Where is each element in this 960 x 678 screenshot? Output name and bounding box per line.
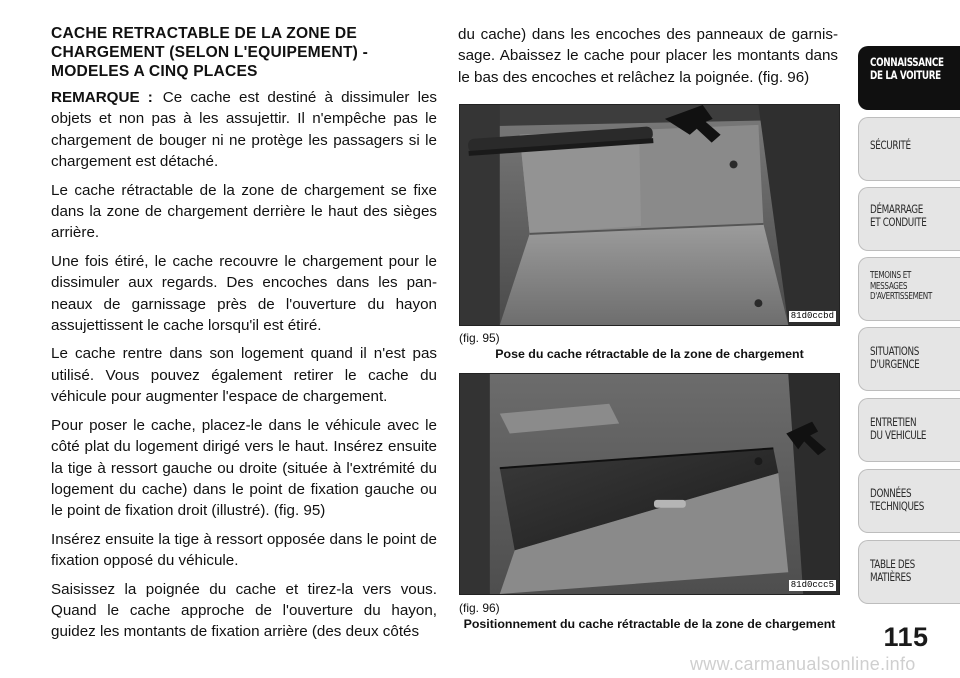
- figure-95-photo: [459, 104, 840, 326]
- paragraph-6: Saisissez la poignée du cache et tirez-la vers vous. Quand le cache approche de l'ouverture du hayon, guidez les montants de fixation arrière (des deux côtés: [51, 580, 437, 641]
- tab-connaissance-de-la-voiture[interactable]: [858, 46, 960, 110]
- tab-line: ENTRETIEN: [870, 415, 917, 429]
- chapter-tabs: [858, 0, 960, 678]
- paragraph-1: Le cache rétractable de la zone de chargement se fixe dans la zone de chargement derrière le haut des sièges arrière.: [51, 181, 437, 242]
- figure-96-caption: Positionnement du cache rétractable de la zone de chargement: [463, 617, 836, 631]
- watermark-url[interactable]: www.carmanualsonline.info: [690, 654, 916, 674]
- right-column: [458, 24, 838, 88]
- paragraph-4: Pour poser le cache, placez-le dans le véhicule avec le côté plat du logement dirigé vers le haut. Insérez ensuite la tige à ressort gauche ou droite (située à l'extrémité du logement du cache) dans le point de fixation gauche ou le point de fixation droit (illustré). (fig. 95): [51, 416, 437, 520]
- figure-96-code: 81d0ccc5: [790, 580, 834, 590]
- remark-paragraph: [51, 87, 437, 173]
- figure-95-caption: Pose du cache rétractable de la zone de chargement: [495, 347, 804, 361]
- tab-line: DONNÉES: [870, 486, 912, 500]
- tab-line: MESSAGES: [870, 280, 908, 292]
- paragraph-3: Le cache rentre dans son logement quand il n'est pas utilisé. Vous pouvez également retirer le cache du véhicule pour augmenter l'espace de chargement.: [51, 345, 437, 406]
- tab-entretien-du-vehicule[interactable]: [858, 398, 960, 462]
- tab-line: ET CONDUITE: [870, 215, 927, 229]
- remark-label: REMARQUE :: [51, 89, 153, 106]
- tab-line: MATIÈRES: [870, 570, 911, 584]
- tab-temoins-et-messages[interactable]: [858, 257, 960, 321]
- right-paragraph-1: du cache) dans les encoches des panneaux de garnissage. Abaissez le cache pour placer les montants dans le bas des encoches et relâchez la poignée. (fig. 96): [458, 26, 838, 86]
- tab-line: D'URGENCE: [870, 357, 920, 371]
- page-number: 115: [883, 622, 929, 652]
- tab-table-des-matieres[interactable]: [858, 540, 960, 604]
- section-heading: CACHE RETRACTABLE DE LA ZONE DE CHARGEMENT (SELON L'EQUIPEMENT) - MODELES A CINQ PLACES: [51, 25, 368, 80]
- tab-securite[interactable]: [858, 117, 960, 181]
- tab-line: D'AVERTISSEMENT: [870, 291, 932, 302]
- tab-line: SITUATIONS: [870, 344, 919, 358]
- paragraph-2: Une fois étiré, le cache recouvre le chargement pour le dissimuler aux regards. Des encoches dans les panneaux de garnissage près de l'ouverture du hayon assujettissent le cache lorsqu'il est étiré.: [51, 252, 437, 335]
- paragraph-5: Insérez ensuite la tige à ressort opposée dans le point de fixation opposé du véhicule.: [51, 530, 437, 570]
- cargo-cover-install-illustration: [460, 105, 839, 325]
- figure-95-code: 81d0ccbd: [790, 311, 834, 321]
- tab-line: SÉCURITÉ: [870, 138, 911, 152]
- tab-donnees-techniques[interactable]: [858, 469, 960, 533]
- tab-situations-d-urgence[interactable]: [858, 327, 960, 391]
- cargo-cover-positioning-illustration: [460, 374, 839, 594]
- tab-line: DE LA VOITURE: [870, 68, 941, 82]
- tab-line: CONNAISSANCE: [870, 55, 944, 69]
- tab-line: TABLE DES: [870, 557, 915, 571]
- left-column: [51, 24, 437, 650]
- tab-line: TECHNIQUES: [870, 499, 925, 513]
- tab-line: DÉMARRAGE: [870, 202, 923, 216]
- figure-95-label: (fig. 95): [459, 331, 500, 345]
- remark-text: Ce cache est destiné à dissimuler les objets et non pas à les assujettir. Il n'empêche pas le chargement de bouger ni ne protège les passagers si le chargement est détaché.: [51, 89, 438, 171]
- tab-line: TEMOINS ET: [870, 270, 912, 281]
- figure-96-label: (fig. 96): [459, 601, 500, 615]
- tab-demarrage-et-conduite[interactable]: [858, 187, 960, 251]
- tab-line: DU VEHICULE: [870, 428, 927, 442]
- figure-96-photo: [459, 373, 840, 595]
